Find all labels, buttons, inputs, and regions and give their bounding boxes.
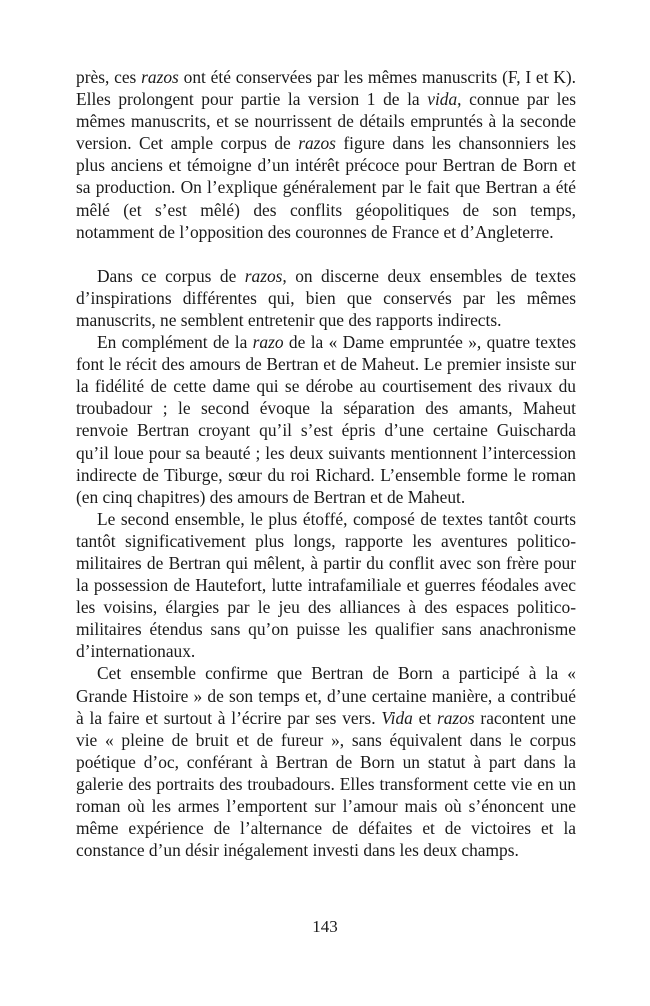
- text-run: ont été conservées par les mêmes manuscrits (F, I et K). Elles prolongent pour partie la version 1 de la: [76, 67, 576, 110]
- text-run: figure dans les chansonniers les plus anciens et témoigne d’un intérêt précoce pour Bertran de Born et sa production. On l’explique généralement par le fait que Bertran a été mêlé (et s’est mêlé) des conflits géopolitiques de son temps, notamment de l’opposition des couronnes de France et d’Angleterre.: [76, 133, 576, 242]
- text-run: près, ces: [76, 67, 142, 87]
- text-run: Cet ensemble confirme que Bertran de Born a participé à la « Grande Histoire » de son temps et, d’une certaine manière, a contribué à la faire et surtout à l’écrire par ses vers.: [76, 663, 576, 728]
- italic-term: vida: [427, 89, 458, 110]
- text-run: Dans ce corpus de: [97, 265, 245, 286]
- italic-term: Vida: [381, 707, 413, 728]
- text-run: , connue par les mêmes manuscrits, et se nourrissent de détails empruntés à la seconde version. Cet ample corpus de: [76, 89, 577, 154]
- italic-term: razos: [436, 707, 475, 728]
- text-run: et: [412, 707, 437, 728]
- text-run: de la « Dame empruntée », quatre textes font le récit des amours de Bertran et de Maheut. Le premier insiste sur la fidélité de cette dame qui se dérobe au courtisement des rivaux du troubadour ; le second évoque la séparation des amants, Maheut renvoie Bertran croyant qu’il s’est épris d’une certaine Guischarda qu’il loue pour sa beauté ; les deux suivants mentionnent l’intercession indirecte de Tiburge, sœur du roi Richard. L’ensemble forme le roman (en cinq chapitres) des amours de Bertran et de Maheut.: [76, 332, 576, 507]
- paragraph-2: [76, 265, 576, 331]
- paragraph-3: [76, 331, 576, 508]
- text-run: En complément de la: [97, 332, 253, 353]
- italic-term: razos: [141, 67, 179, 87]
- italic-term: razo: [252, 332, 284, 353]
- text-run: Le second ensemble, le plus étoffé, composé de textes tantôt courts tantôt significativement plus longs, rapporte les aventures politico-militaires de Bertran qui mêlent, à partir du conflit avec son frère pour la possession de Hautefort, lutte intrafamiliale et guerres féodales avec les voisins, élargies par le jeu des alliances à des espaces politico-militaires étendus sans qu’on puisse les qualifier sans anachronisme d’internationaux.: [76, 508, 576, 662]
- page-number: 143: [312, 917, 338, 936]
- text-run: racontent une vie « pleine de bruit et de fureur », sans équivalent dans le corpus poétique d’oc, conférant à Bertran de Born un statut à part dans la galerie des portraits des troubadours. Elles transforment cette vie en un roman où les armes l’emportent sur l’amour mais où s’énoncent une même expérience de l’alternance de défaites et de victoires et la constance d’un désir inégalement investi dans les deux champs.: [76, 707, 576, 861]
- italic-term: razos: [298, 133, 336, 154]
- italic-term: razos,: [244, 265, 287, 286]
- paragraph-4: [76, 508, 576, 663]
- text-run: on discerne deux ensembles de textes d’inspirations différentes qui, bien que conservés par les mêmes manuscrits, ne semblent entretenir que des rapports indirects.: [76, 265, 576, 330]
- paragraph-1: [76, 66, 576, 243]
- page-body: [76, 66, 576, 861]
- paragraph-5: [76, 662, 576, 861]
